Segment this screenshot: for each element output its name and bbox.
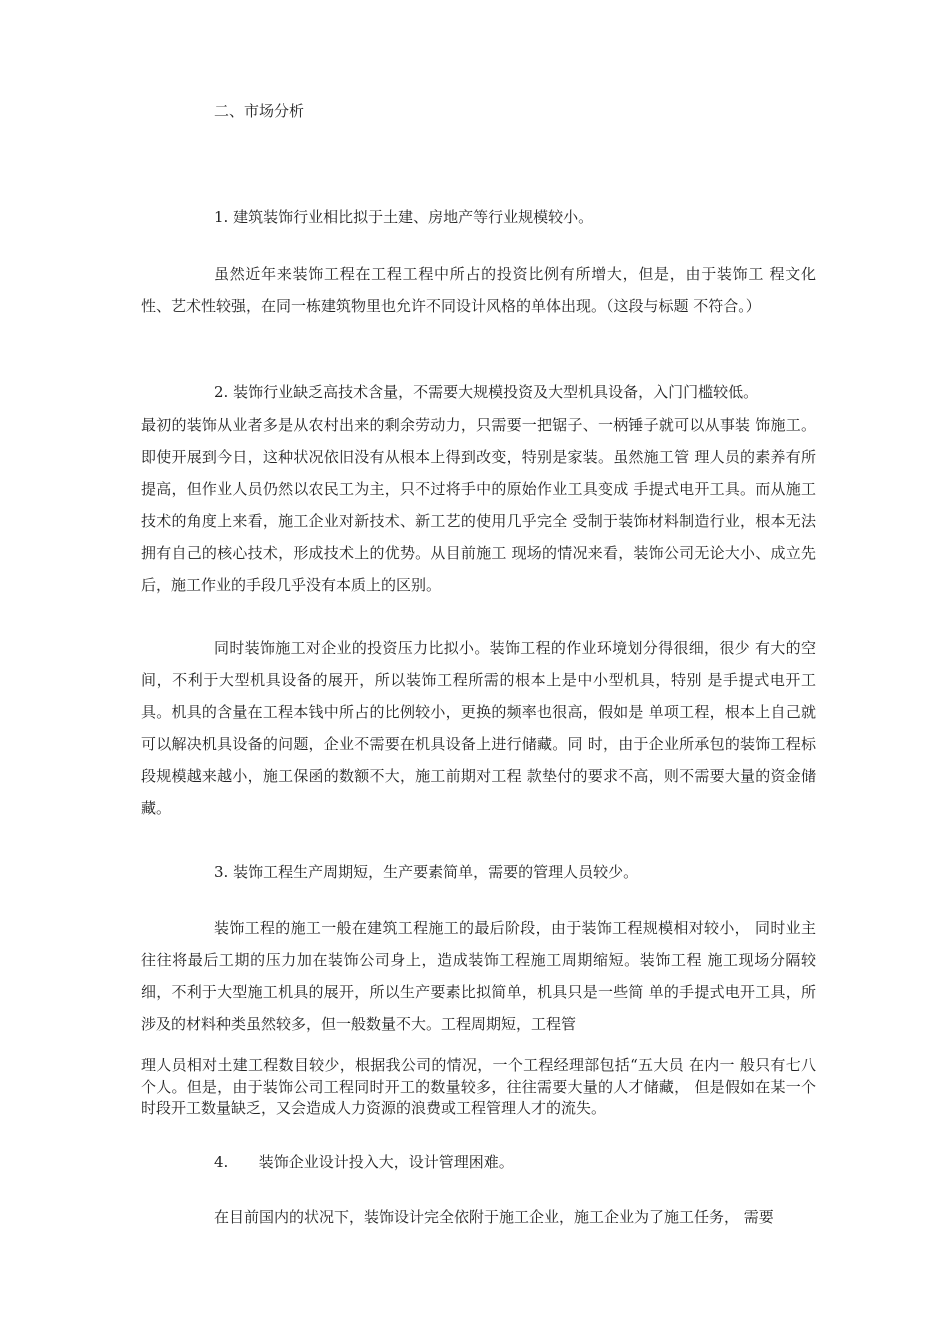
paragraph-5: 理人员相对土建工程数目较少，根据我公司的情况，一个工程经理部包括“五大员 在内一 般只有七八个人。但是，由于装饰公司工程同时开工的数量较多，往往需要大量的人才储藏， 但是假如在某一个时段开工数量缺乏，又会造成人力资源的浪费或工程管理人才的流失。 <box>141 1056 816 1117</box>
paragraph-2: 最初的装饰从业者多是从农村出来的剩余劳动力，只需要一把锯子、一柄锤子就可以从事装 饰施工。即使开展到今日，这种状况依旧没有从根本上得到改变，特别是家装。虽然施工管 理人员的素养有所提高，但作业人员仍然以农民工为主，只不过将手中的原始作业工具变成 手提式电开工具。而从施工技术的角度上来看，施工企业对新技术、新工艺的使用几乎完全 受制于装饰材料制造行业，根本无法拥有自己的核心技术，形成技术上的优势。从目前施工 现场的情况来看，装饰公司无论大小、成立先后，施工作业的手段几乎没有本质上的区别。 <box>141 416 816 594</box>
item-title: 建筑装饰行业相比拟于土建、房地产等行业规模较小。 <box>233 208 594 226</box>
item-title: 装饰企业设计投入大，设计管理困难。 <box>258 1153 514 1171</box>
paragraph-6: 在目前国内的状况下，装饰设计完全依附于施工企业，施工企业为了施工任务， 需要 <box>214 1208 774 1226</box>
paragraph-4: 装饰工程的施工一般在建筑工程施工的最后阶段，由于装饰工程规模相对较小， 同时业主往往将最后工期的压力加在装饰公司身上，造成装饰工程施工周期缩短。装饰工程 施工现场分隔较细，不利于大型施工机具的展开，所以生产要素比拟简单，机具只是一些简 单的手提式电开工具，所涉及的材料种类虽然较多，但一般数量不大。工程周期短，工程管 <box>141 919 816 1033</box>
section-heading: 二、市场分析 <box>214 102 305 120</box>
item-2-heading <box>214 381 758 403</box>
item-title: 装饰工程生产周期短，生产要素简单，需要的管理人员较少。 <box>233 863 639 881</box>
item-number: 3. <box>214 863 229 881</box>
item-number: 1. <box>214 208 229 226</box>
item-1-heading <box>214 206 593 228</box>
item-4-heading <box>214 1151 514 1173</box>
paragraph-3: 同时装饰施工对企业的投资压力比拟小。装饰工程的作业环境划分得很细，很少 有大的空间，不利于大型机具设备的展开，所以装饰工程所需的根本上是中小型机具，特别 是手提式电开工具。机具的含量在工程本钱中所占的比例较小，更换的频率也很高，假如是 单项工程，根本上自己就可以解决机具设备的问题，企业不需要在机具设备上进行储藏。同 时，由于企业所承包的装饰工程标段规模越来越小，施工保函的数额不大，施工前期对工程 款垫付的要求不高，则不需要大量的资金储藏。 <box>141 639 816 817</box>
item-title: 装饰行业缺乏高技术含量，不需要大规模投资及大型机具设备，入门门槛较低。 <box>233 383 759 401</box>
paragraph-1: 虽然近年来装饰工程在工程工程中所占的投资比例有所增大，但是，由于装饰工 程文化性、艺术性较强，在同一栋建筑物里也允许不同设计风格的单体出现。（这段与标题 不符合。） <box>141 265 816 315</box>
item-number: 2. <box>214 383 229 401</box>
item-number: 4. <box>214 1153 229 1171</box>
item-3-heading <box>214 861 638 883</box>
